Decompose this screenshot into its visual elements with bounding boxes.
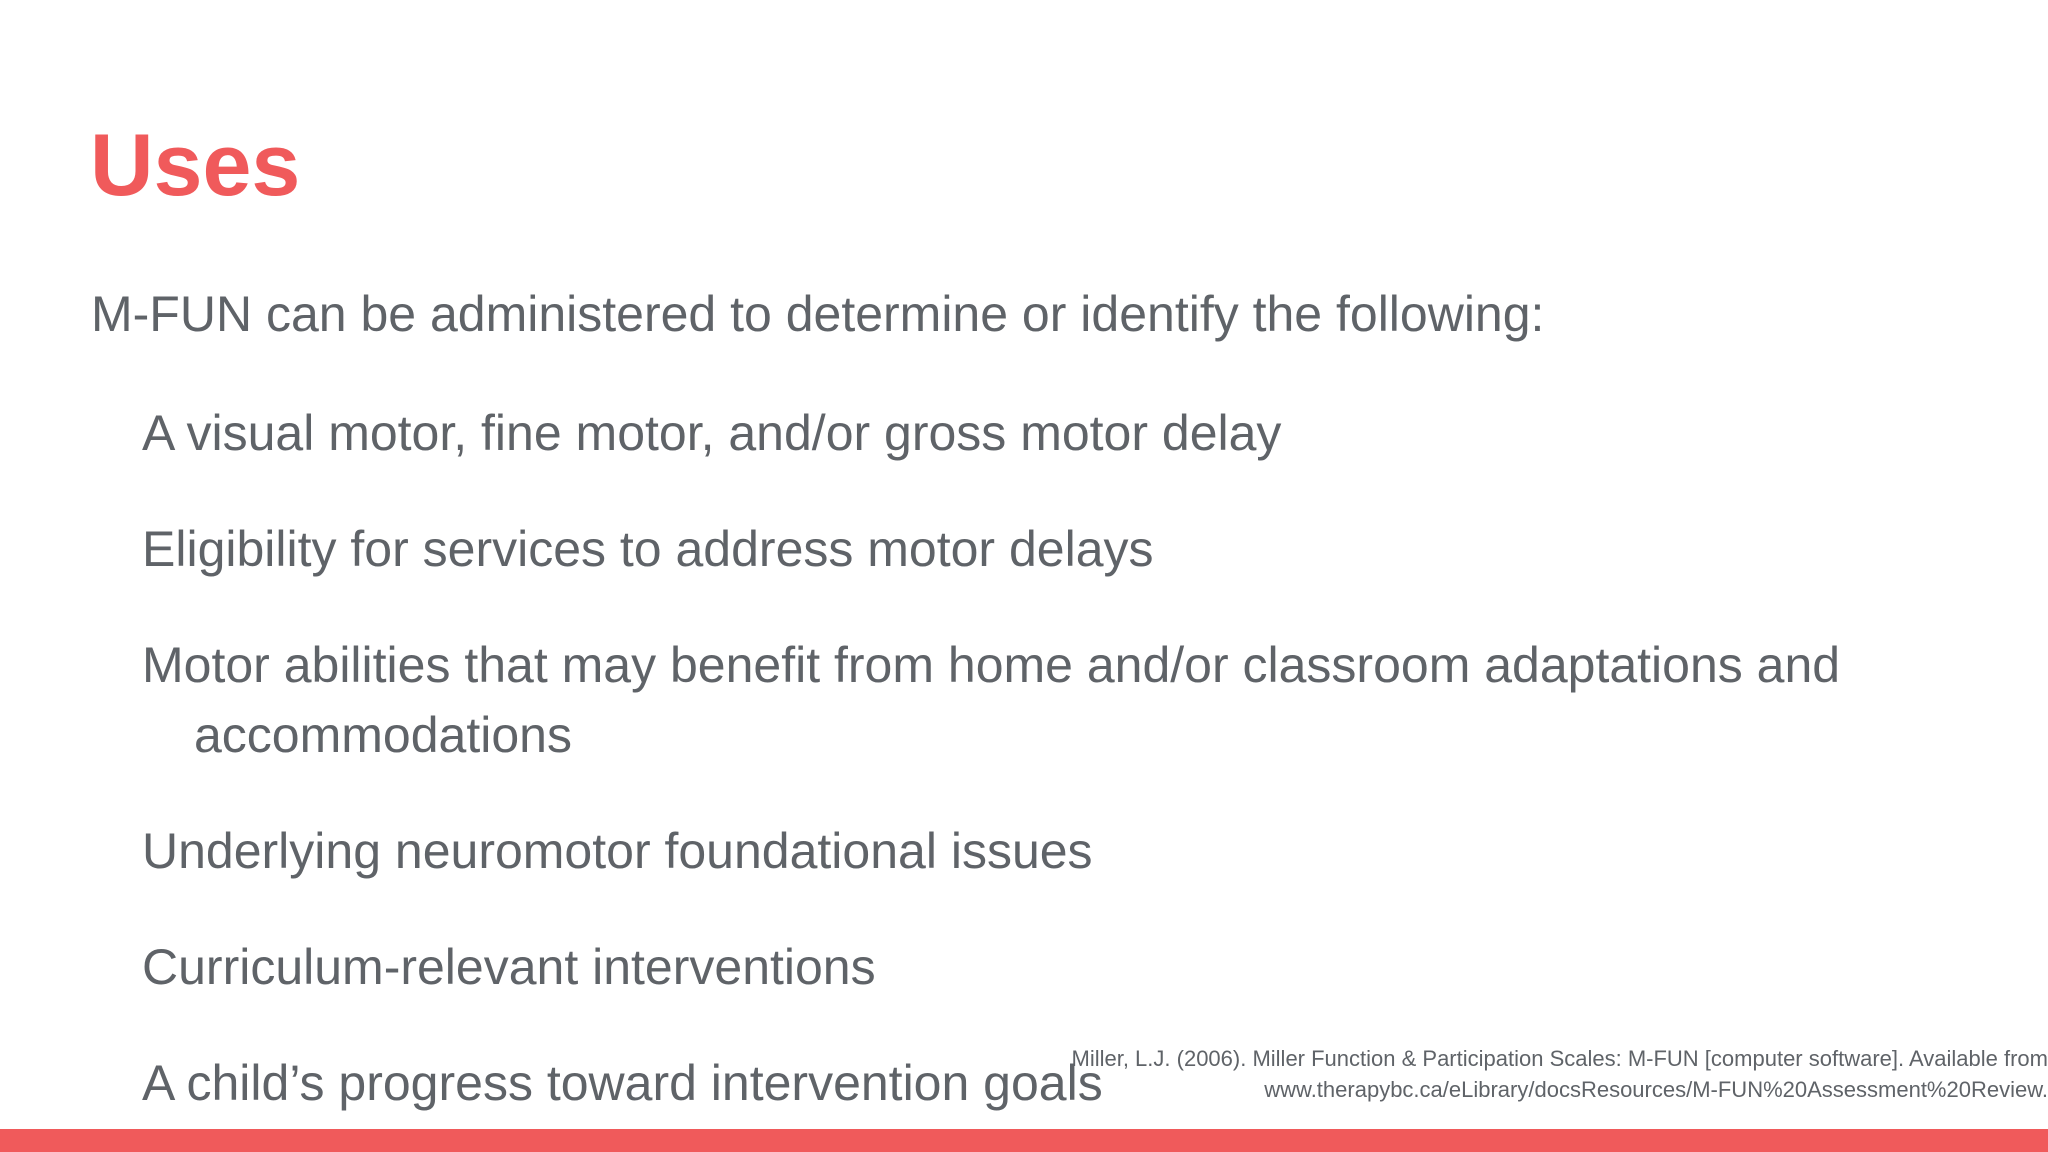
list-item: Motor abilities that may benefit from home and/or classroom adaptations and accommodations	[142, 637, 1841, 763]
slide-title: Uses	[90, 115, 301, 214]
list-item: A child’s progress toward intervention goals	[142, 1055, 1103, 1111]
uses-list	[142, 398, 2002, 1152]
list-item: Eligibility for services to address motor delays	[142, 521, 1154, 577]
intro-text: M-FUN can be administered to determine or identify the following:	[91, 286, 1545, 342]
list-item: A visual motor, fine motor, and/or gross motor delay	[142, 405, 1282, 461]
citation-line-2: www.therapybc.ca/eLibrary/docsResources/M-FUN%20Assessment%20Review.	[1264, 1077, 2048, 1102]
list-item: Underlying neuromotor foundational issues	[142, 823, 1093, 879]
citation	[948, 1043, 2048, 1105]
footer-accent-bar	[0, 1129, 2048, 1152]
list-item: Curriculum-relevant interventions	[142, 939, 876, 995]
citation-line-1: Miller, L.J. (2006). Miller Function & Participation Scales: M-FUN [computer software]. Available from	[1071, 1046, 2048, 1071]
